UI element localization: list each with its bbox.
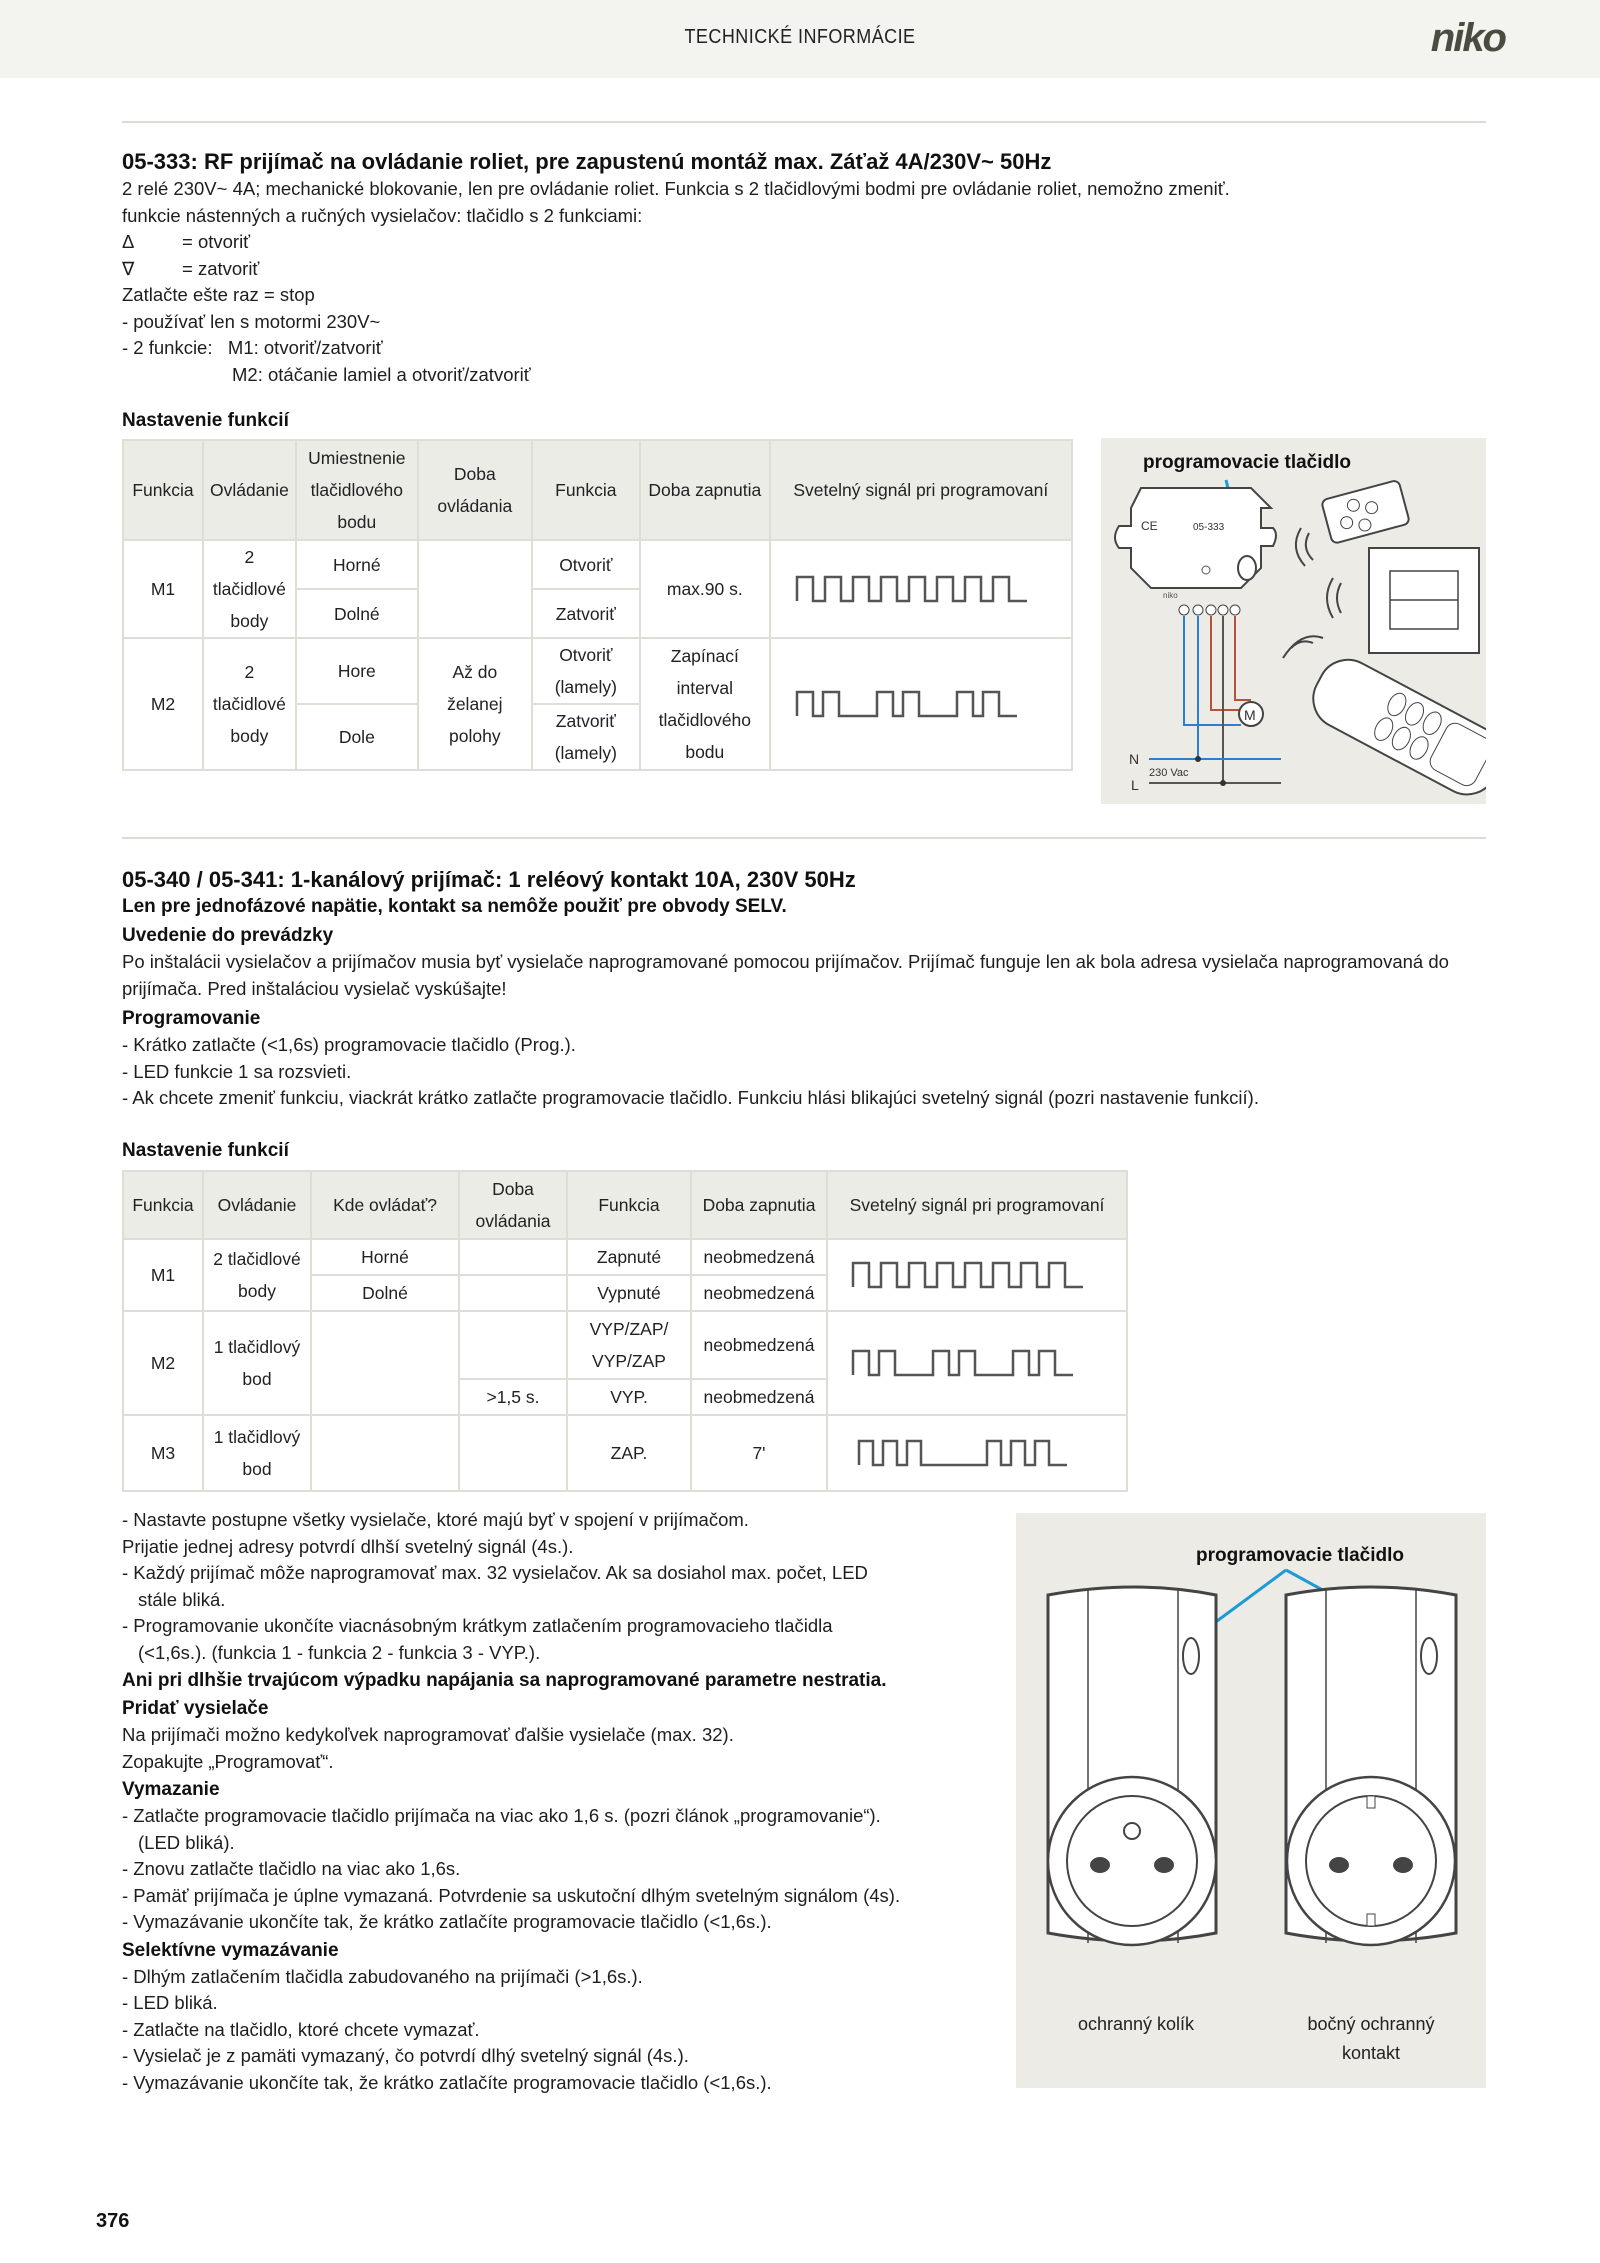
delete-line: - Vymazávanie ukončíte tak, že krátko zatlačíte programovacie tlačidlo (<1,6s.). [122, 1911, 772, 1932]
note-line: stále bliká. [138, 1588, 226, 1610]
plug-receiver-diagram [1016, 1513, 1486, 2088]
paragraph: - 2 funkcie: M1: otvoriť/zatvoriť [122, 337, 383, 358]
selective-line: - Vysielač je z pamäti vymazaný, čo potvrdí dlhý svetelný signál (4s.). [122, 2045, 689, 2066]
function-table-1 [122, 439, 1073, 771]
triangle-down-icon: ∇ [122, 257, 135, 279]
programming-step: - Ak chcete zmeniť funkciu, viackrát krátko zatlačte programovacie tlačidlo. Funkciu hlási blikajúci svetelný signál (pozri nastavenie funkcií). [122, 1087, 1259, 1108]
selective-line: - Vymazávanie ukončíte tak, že krátko zatlačíte programovacie tlačidlo (<1,6s.). [122, 2071, 772, 2093]
signal-cell [827, 1311, 1127, 1415]
col-header: Doba ovládania [459, 1171, 567, 1239]
col-header: Svetelný signál pri programovaní [827, 1171, 1127, 1239]
cell-funkcia: M1 [123, 1239, 203, 1311]
signal-cell [770, 540, 1072, 638]
divider [122, 837, 1486, 839]
cell-funkcia-action: Vypnuté [567, 1275, 691, 1311]
note-line: Prijatie jednej adresy potvrdí dlhší svetelný signál (4s.). [122, 1535, 574, 1557]
cell-kde [311, 1415, 459, 1491]
col-header: Doba zapnutia [691, 1171, 827, 1239]
paragraph: M2: otáčanie lamiel a otvoriť/zatvoriť [232, 363, 531, 385]
delete-line: - Pamäť prijímača je úplne vymazaná. Potvrdenie sa uskutoční dlhým svetelným signálom (4s). [122, 1884, 901, 1906]
cell-ovladanie: 2 tlačidlové body [203, 1239, 311, 1311]
cell-doba-ovladania: >1,5 s. [459, 1379, 567, 1415]
caption-left: ochranný kolík [1077, 2014, 1195, 2034]
caption-right-line2: kontakt [1341, 2043, 1401, 2063]
delete-title: Vymazanie [122, 1779, 220, 1800]
cell-funkcia: M1 [123, 540, 203, 638]
cell-doba-zapnutia: Zapínací interval tlačidlového bodu [640, 638, 770, 770]
cell-ovladanie: 1 tlačidlový bod [203, 1311, 311, 1415]
cell-funkcia-action: Zatvoriť (lamely) [532, 704, 640, 770]
programming-title: Programovanie [122, 1008, 261, 1029]
page-number: 376 [96, 2210, 130, 2232]
cell-kde: Dolné [311, 1275, 459, 1311]
table-title: Nastavenie funkcií [122, 1140, 289, 1161]
cell-funkcia-action: Zapnuté [567, 1239, 691, 1275]
add-line: Zopakujte „Programovať“. [122, 1750, 334, 1772]
cell-funkcia-action: Otvoriť (lamely) [532, 638, 640, 704]
col-header: Funkcia [532, 440, 640, 540]
programming-step: - LED funkcie 1 sa rozsvieti. [122, 1060, 352, 1082]
col-header: Umiestnenie tlačidlového bodu [296, 440, 418, 540]
plug-receivers-icon [1016, 1513, 1486, 2088]
cell-doba-zapnutia: neobmedzená [691, 1311, 827, 1379]
header-title: TECHNICKÉ INFORMÁCIE [684, 26, 916, 48]
col-header: Funkcia [567, 1171, 691, 1239]
paragraph: funkcie nástenných a ručných vysielačov: tlačidlo s 2 funkciami: [122, 204, 643, 226]
cell-ovladanie: 2 tlačidlové body [203, 638, 296, 770]
diagram-label: programovacie tlačidlo [1143, 452, 1352, 473]
cell-funkcia-action: ZAP. [567, 1415, 691, 1491]
caption-right-line1: bočný ochranný [1307, 2014, 1435, 2034]
signal-cell [827, 1239, 1127, 1311]
page-header [0, 0, 1600, 78]
delete-line: (LED bliká). [138, 1831, 235, 1853]
cell-ovladanie: 1 tlačidlový bod [203, 1415, 311, 1491]
cell-doba-ovladania [459, 1275, 567, 1311]
paragraph: 2 relé 230V~ 4A; mechanické blokovanie, len pre ovládanie roliet. Funkcia s 2 tlačidlovými bodmi pre ovládanie roliet, nemožno zmeniť. [122, 178, 1230, 199]
signal-triples-icon [847, 1437, 1107, 1469]
programming-notes [122, 1507, 1002, 2096]
cell-doba-ovladania [459, 1239, 567, 1275]
col-header: Funkcia [123, 1171, 203, 1239]
triangle-up-icon: Δ [122, 231, 135, 252]
svg-text:niko: niko [1163, 591, 1178, 600]
col-header: Doba zapnutia [640, 440, 770, 540]
programming-step: - Krátko zatlačte (<1,6s) programovacie tlačidlo (Prog.). [122, 1034, 576, 1055]
selective-delete-title: Selektívne vymazávanie [122, 1939, 339, 1961]
cell-kde: Horné [311, 1239, 459, 1275]
cell-funkcia-action: VYP. [567, 1379, 691, 1415]
cell-umiestnenie: Dolné [296, 589, 418, 638]
divider [122, 121, 1486, 123]
cell-doba-ovladania [459, 1415, 567, 1491]
symbol-row-close [122, 256, 1502, 283]
selective-line: - LED bliká. [122, 1992, 218, 2013]
wiring-diagram [1101, 438, 1486, 804]
cell-funkcia: M2 [123, 1311, 203, 1415]
cell-kde [311, 1311, 459, 1415]
col-header: Ovládanie [203, 1171, 311, 1239]
svg-text:05-333: 05-333 [1193, 522, 1225, 533]
cell-doba-ovladania: Až do želanej polohy [418, 638, 532, 770]
section-title: 05-333: RF prijímač na ovládanie roliet, pre zapustenú montáž max. Záťaž 4A/230V~ 50Hz [122, 149, 1052, 174]
paragraph: - používať len s motormi 230V~ [122, 310, 381, 332]
svg-text:230 Vac: 230 Vac [1149, 767, 1189, 779]
svg-text:M: M [1244, 707, 1256, 723]
selective-line: - Dlhým zatlačením tlačidla zabudovaného na prijímači (>1,6s.). [122, 1965, 643, 1987]
niko-logo: niko [1430, 16, 1505, 60]
receiver-wiring-icon [1101, 438, 1486, 804]
section-subtitle: Len pre jednofázové napätie, kontakt sa nemôže použiť pre obvody SELV. [122, 896, 787, 917]
cell-doba-zapnutia: neobmedzená [691, 1275, 827, 1311]
cell-doba-ovladania [459, 1311, 567, 1379]
section-title: 05-340 / 05-341: 1-kanálový prijímač: 1 reléový kontakt 10A, 230V 50Hz [122, 867, 856, 892]
col-header: Doba ovládania [418, 440, 532, 540]
signal-continuous-icon [847, 1259, 1107, 1291]
commissioning-title: Uvedenie do prevádzky [122, 925, 334, 946]
cell-doba-zapnutia: max.90 s. [640, 540, 770, 638]
cell-umiestnenie: Dole [296, 704, 418, 770]
paragraph: Zatlačte ešte raz = stop [122, 284, 315, 305]
cell-doba-zapnutia: 7' [691, 1415, 827, 1491]
section-05-340 [122, 866, 1502, 1112]
add-transmitters-title: Pridať vysielače [122, 1698, 269, 1719]
section-05-333 [122, 148, 1502, 388]
selective-line: - Zatlačte na tlačidlo, ktoré chcete vymazať. [122, 2018, 480, 2040]
delete-line: - Zatlačte programovacie tlačidlo prijímača na viac ako 1,6 s. (pozri článok „programovanie“). [122, 1805, 881, 1826]
note-line: - Programovanie ukončíte viacnásobným krátkym zatlačením programovacieho tlačidla [122, 1615, 833, 1636]
diagram-label: programovacie tlačidlo [1196, 1545, 1405, 1566]
signal-continuous-icon [791, 573, 1051, 605]
bold-note: Ani pri dlhšie trvajúcom výpadku napájania sa naprogramované parametre nestratia. [122, 1670, 887, 1691]
symbol-row-open [122, 229, 1502, 256]
cell-funkcia: M2 [123, 638, 203, 770]
note-line: - Nastavte postupne všetky vysielače, ktoré majú byť v spojení v prijímačom. [122, 1509, 749, 1530]
cell-funkcia-action: VYP/ZAP/ VYP/ZAP [567, 1311, 691, 1379]
table-title: Nastavenie funkcií [122, 410, 289, 431]
delete-line: - Znovu zatlačte tlačidlo na viac ako 1,6s. [122, 1858, 461, 1879]
col-header: Svetelný signál pri programovaní [770, 440, 1072, 540]
symbol-meaning: = otvoriť [182, 231, 251, 252]
signal-cell [827, 1415, 1127, 1491]
cell-doba-ovladania [418, 540, 532, 638]
cell-ovladanie: 2 tlačidlové body [203, 540, 296, 638]
col-header: Ovládanie [203, 440, 296, 540]
cell-funkcia-action: Otvoriť [532, 540, 640, 589]
symbol-meaning: = zatvoriť [182, 257, 260, 279]
svg-text:CE: CE [1141, 519, 1158, 533]
note-line: (<1,6s.). (funkcia 1 - funkcia 2 - funkcia 3 - VYP.). [138, 1641, 541, 1663]
cell-umiestnenie: Hore [296, 638, 418, 704]
col-header: Kde ovládať? [311, 1171, 459, 1239]
signal-cell [770, 638, 1072, 770]
svg-text:N: N [1129, 751, 1140, 767]
signal-pairs-icon [791, 688, 1051, 720]
commissioning-text: Po inštalácii vysielačov a prijímačov musia byť vysielače naprogramované pomocou prijímačov. Prijímač funguje len ak bola adresa vysielača naprogramovaná do prijímača. Pred inštaláciou vysielač vyskúšajte! [122, 951, 1449, 999]
cell-funkcia: M3 [123, 1415, 203, 1491]
signal-pairs-icon [847, 1347, 1107, 1379]
col-header: Funkcia [123, 440, 203, 540]
function-table-2 [122, 1170, 1128, 1492]
cell-umiestnenie: Horné [296, 540, 418, 589]
cell-doba-zapnutia: neobmedzená [691, 1239, 827, 1275]
cell-doba-zapnutia: neobmedzená [691, 1379, 827, 1415]
cell-funkcia-action: Zatvoriť [532, 589, 640, 638]
svg-text:L: L [1131, 777, 1139, 793]
add-line: Na prijímači možno kedykoľvek naprogramovať ďalšie vysielače (max. 32). [122, 1724, 734, 1745]
note-line: - Každý prijímač môže naprogramovať max. 32 vysielačov. Ak sa dosiahol max. počet, LED [122, 1562, 868, 1583]
